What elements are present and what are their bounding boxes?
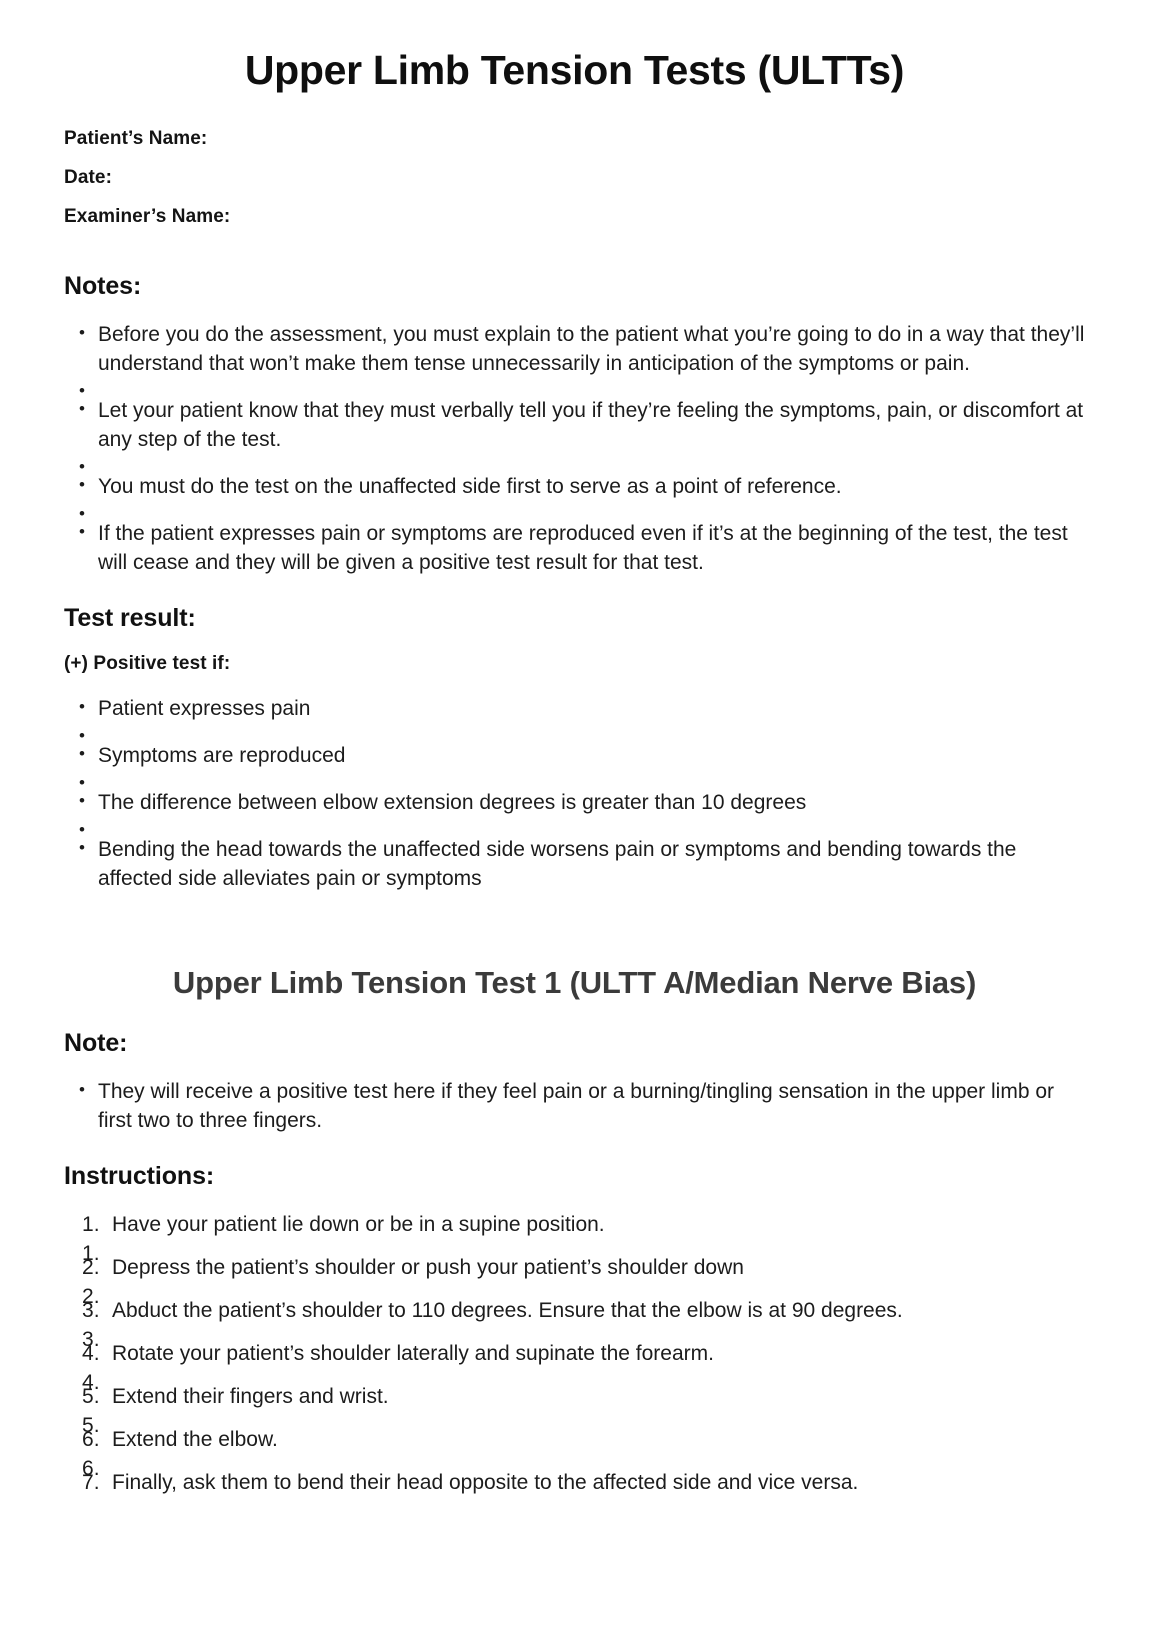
list-item: Abduct the patient’s shoulder to 110 degrees. Ensure that the elbow is at 90 degrees. bbox=[112, 1299, 903, 1323]
spacer bbox=[64, 150, 1085, 167]
test-result-heading: Test result: bbox=[64, 604, 196, 633]
list-item: • Before you do the assessment, you must explain to the patient what you’re going to do in a way that they’ll understand that won’t make them tense unnecessarily in anticipation of the symptoms or pain. bbox=[98, 321, 1085, 379]
list-item: Extend their fingers and wrist. bbox=[112, 1385, 389, 1408]
spacer bbox=[64, 228, 1085, 272]
spacer bbox=[112, 1369, 1085, 1383]
spacer bbox=[98, 502, 1085, 520]
examiner-name-label: Examiner’s Name: bbox=[64, 206, 231, 228]
spacer bbox=[64, 633, 1085, 653]
list-item: • The difference between elbow extension degrees is greater than 10 degrees bbox=[98, 789, 1085, 818]
list-item: Finally, ask them to bend their head opposite to the affected side and vice versa. bbox=[112, 1470, 859, 1494]
list-item: • You must do the test on the unaffected side first to serve as a point of reference. bbox=[98, 473, 1085, 502]
patient-name-label: Patient’s Name: bbox=[64, 128, 208, 150]
spacer bbox=[112, 1326, 1085, 1340]
list-item: Depress the patient’s shoulder or push your patient’s shoulder down bbox=[112, 1256, 744, 1280]
list-item: Have your patient lie down or be in a supine position. bbox=[112, 1213, 605, 1237]
spacer bbox=[64, 894, 1085, 964]
ultt1-note-list bbox=[64, 1078, 1085, 1136]
spacer bbox=[64, 1001, 1085, 1029]
spacer bbox=[98, 771, 1085, 789]
list-item: Extend the elbow. bbox=[112, 1427, 278, 1451]
ultt1-section-heading: Upper Limb Tension Test 1 (ULTT A/Median Nerve Bias) bbox=[172, 965, 977, 1000]
spacer bbox=[64, 301, 1085, 321]
instructions-list bbox=[64, 1211, 1085, 1498]
list-item: • Patient expresses pain bbox=[98, 695, 1085, 724]
positive-test-subheading: (+) Positive test if: bbox=[64, 653, 231, 675]
notes-heading: Notes: bbox=[64, 272, 142, 301]
date-label: Date: bbox=[64, 167, 113, 189]
spacer bbox=[112, 1240, 1085, 1254]
list-item: • If the patient expresses pain or symptoms are reproduced even if it’s at the beginning of the test, the test will cease and they will be given a positive test result for that test. bbox=[98, 520, 1085, 578]
patient-info-fields bbox=[64, 128, 1085, 228]
page-title: Upper Limb Tension Tests (ULTTs) bbox=[244, 47, 905, 93]
spacer bbox=[98, 818, 1085, 836]
spacer bbox=[98, 379, 1085, 397]
spacer bbox=[98, 455, 1085, 473]
list-item: • Let your patient know that they must verbally tell you if they’re feeling the symptoms, pain, or discomfort at any step of the test. bbox=[98, 397, 1085, 455]
spacer bbox=[112, 1455, 1085, 1469]
notes-list bbox=[64, 321, 1085, 578]
list-item: • Symptoms are reproduced bbox=[98, 742, 1085, 771]
instructions-heading: Instructions: bbox=[64, 1162, 215, 1191]
spacer bbox=[64, 1191, 1085, 1211]
list-item: • They will receive a positive test here if they feel pain or a burning/tingling sensation in the upper limb or first two to three fingers. bbox=[98, 1078, 1085, 1136]
spacer bbox=[112, 1283, 1085, 1297]
spacer bbox=[64, 675, 1085, 695]
spacer bbox=[98, 724, 1085, 742]
list-item: Rotate your patient’s shoulder laterally and supinate the forearm. bbox=[112, 1342, 714, 1366]
spacer bbox=[64, 94, 1085, 128]
spacer bbox=[64, 1058, 1085, 1078]
spacer bbox=[64, 189, 1085, 206]
spacer bbox=[112, 1412, 1085, 1426]
positive-test-criteria-list bbox=[64, 695, 1085, 894]
note-heading: Note: bbox=[64, 1029, 128, 1058]
list-item: • Bending the head towards the unaffected side worsens pain or symptoms and bending towards the affected side alleviates pain or symptoms bbox=[98, 836, 1085, 894]
spacer bbox=[64, 578, 1085, 604]
spacer bbox=[64, 1136, 1085, 1162]
